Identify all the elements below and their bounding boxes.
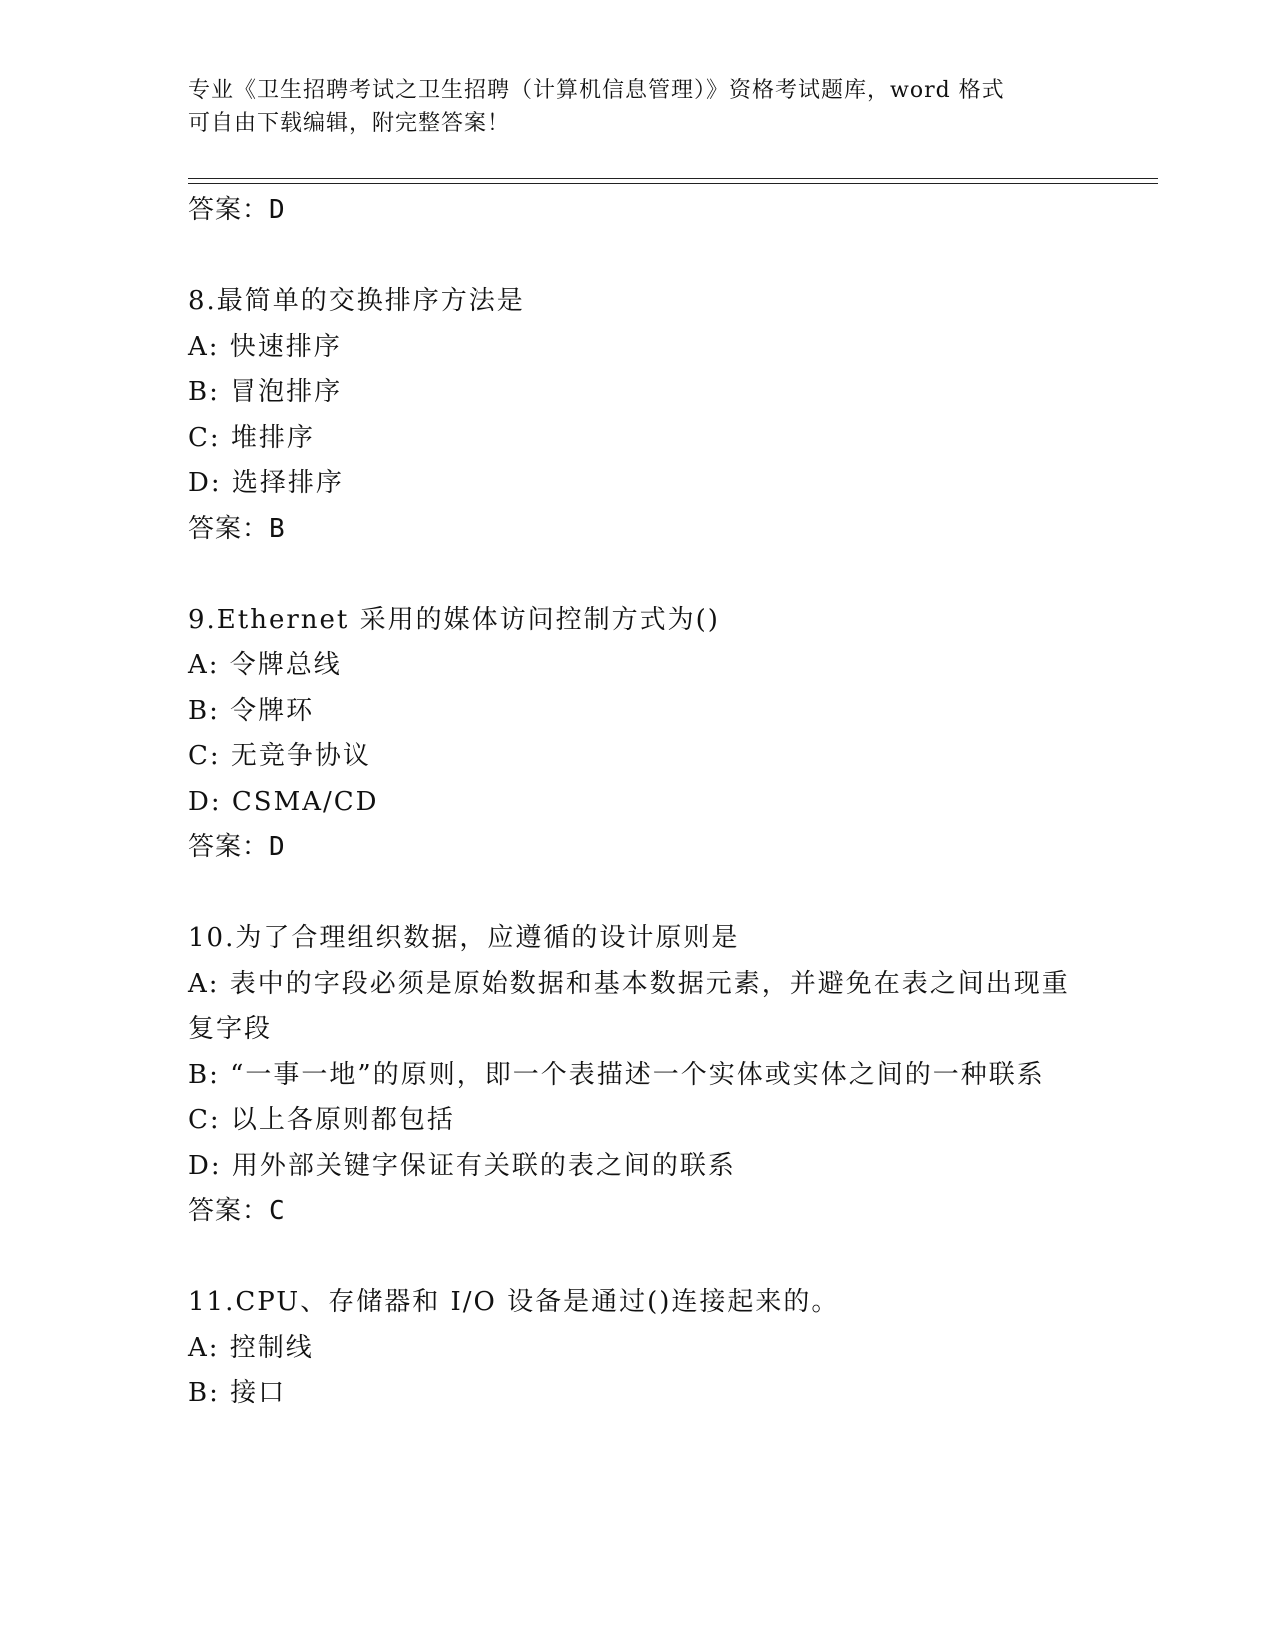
option-d: D: 用外部关键字保证有关联的表之间的联系 [188, 1150, 736, 1181]
spacer [188, 1235, 1088, 1281]
header-divider-bottom [188, 183, 1158, 184]
answer-q10: 答案：C [188, 1196, 286, 1226]
option-b: B: “一事一地”的原则，即一个表描述一个实体或实体之间的一种联系 [188, 1059, 1045, 1090]
question-title: 9.Ethernet 采用的媒体访问控制方式为() [188, 604, 720, 635]
header-intro-line-2: 可自由下载编辑，附完整答案！ [188, 111, 511, 136]
option-b: B: 令牌环 [188, 695, 315, 726]
option-b: B: 接口 [188, 1378, 287, 1408]
option-d: D: 选择排序 [188, 468, 344, 498]
question-9 [188, 598, 1088, 871]
option-a: A: 令牌总线 [188, 650, 342, 680]
question-8 [188, 279, 1088, 552]
option-b: B: 冒泡排序 [188, 377, 343, 407]
option-a: A: 控制线 [188, 1332, 314, 1363]
spacer [188, 871, 1088, 917]
spacer [188, 234, 1088, 280]
option-c: C: 以上各原则都包括 [188, 1105, 455, 1135]
option-c: C: 无竞争协议 [188, 741, 371, 771]
question-title: 8.最简单的交换排序方法是 [188, 286, 525, 316]
answer-q7: 答案：D [188, 195, 286, 225]
option-a: A: 表中的字段必须是原始数据和基本数据元素，并避免在表之间出现重复字段 [188, 968, 1070, 1044]
spacer [188, 552, 1088, 598]
document-header [188, 74, 1068, 140]
question-list [188, 188, 1088, 1417]
answer-q8: 答案：B [188, 513, 286, 544]
question-11 [188, 1280, 1088, 1417]
question-title: 10.为了合理组织数据，应遵循的设计原则是 [188, 923, 740, 953]
option-a: A: 快速排序 [188, 331, 342, 362]
option-d: D: CSMA/CD [188, 786, 379, 817]
answer-q9: 答案：D [188, 832, 286, 862]
question-10 [188, 916, 1088, 1235]
header-intro-line-1: 专业《卫生招聘考试之卫生招聘（计算机信息管理）》资格考试题库，word 格式 [188, 78, 1005, 103]
question-title: 11.CPU、存储器和 I/O 设备是通过()连接起来的。 [188, 1287, 840, 1317]
header-divider-top [188, 178, 1158, 179]
option-c: C: 堆排序 [188, 422, 315, 453]
